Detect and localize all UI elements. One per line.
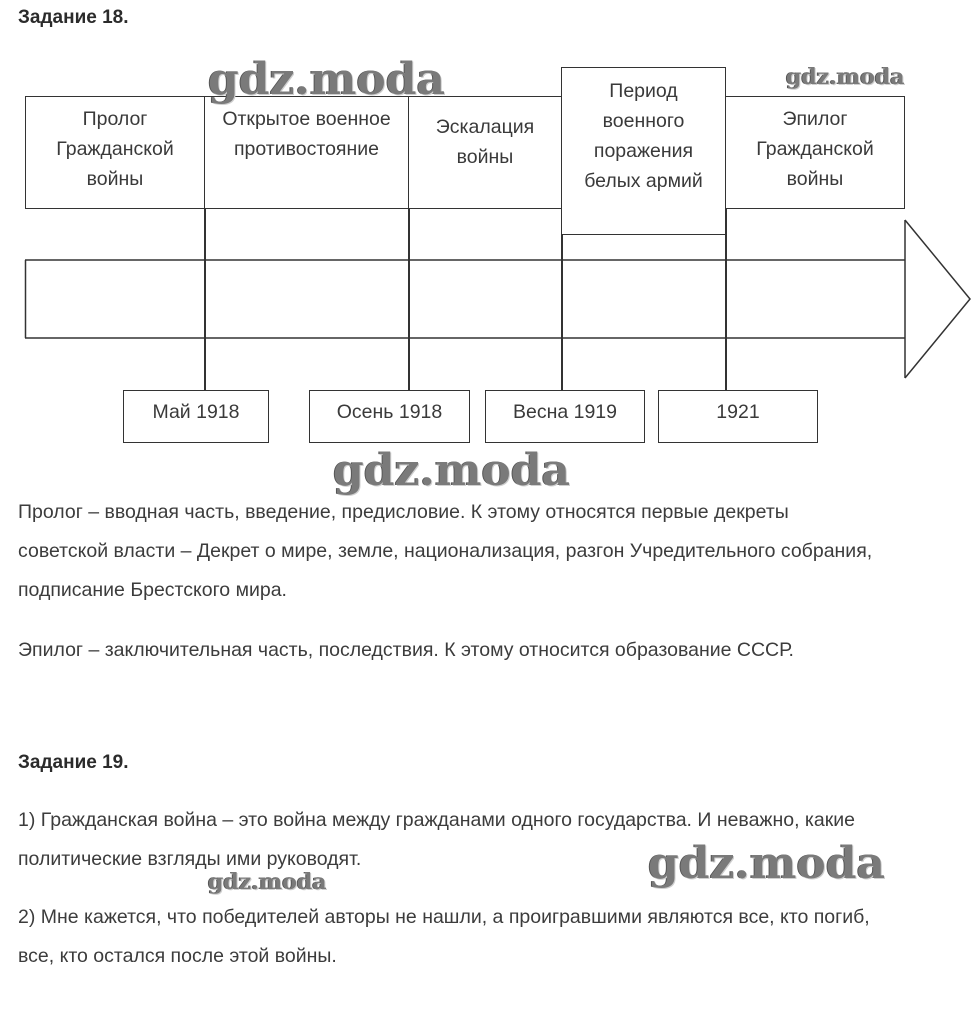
watermark: gdz.moda [208,869,327,895]
period-box [561,67,726,235]
period-box [408,96,562,209]
period-box [725,96,905,209]
period-label: Пролог Гражданской войны [56,108,174,190]
period-box [204,96,409,209]
task19-heading: Задание 19. [18,752,129,773]
date-label: Весна 1919 [512,401,617,423]
date-label: 1921 [716,401,760,423]
period-label: Период военного поражения белых армий [584,80,703,192]
task19-answer-2: 2) Мне кажется, что победителей авторы не нашли, а проигравшими являются все, кто погиб, все, кто остался после этой войны. [18,906,870,967]
watermark: gdz.moda [648,838,886,889]
date-label: Осень 1918 [336,401,443,423]
task18-paragraph-epilogue: Эпилог – заключительная часть, последствия. К этому относится образование СССР. [18,639,794,661]
period-label: Эпилог Гражданской войны [756,108,874,190]
date-label: Май 1918 [152,401,240,423]
task19-answer-1: 1) Гражданская война – это война между гражданами одного государства. И неважно, какие политические взгляды ими руководят. [18,809,855,870]
period-label: Открытое военное противостояние [222,108,391,160]
period-label: Эскалация войны [435,116,535,168]
date-box [658,390,818,443]
period-box [25,96,205,209]
watermark: gdz.moda [786,64,905,90]
watermark: gdz.moda [208,54,446,105]
date-box [123,390,269,443]
date-box [309,390,470,443]
watermark: gdz.moda [333,445,571,496]
task18-heading: Задание 18. [18,7,129,28]
timeline-arrow [0,215,974,395]
date-box [485,390,645,443]
task18-paragraph-prologue: Пролог – вводная часть, введение, предисловие. К этому относятся первые декреты советской власти – Декрет о мире, земле, национализация, разгон Учредительного собрания, подписание Брестского мира. [18,501,873,601]
